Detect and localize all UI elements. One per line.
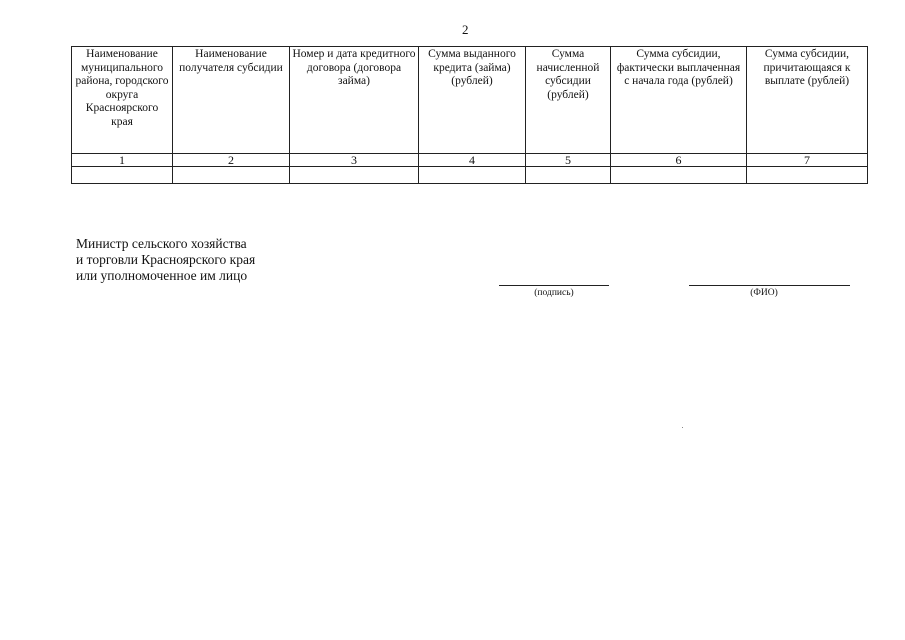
header-contract: Номер и дата кредитного договора (договора займа) bbox=[290, 47, 419, 154]
table-cell bbox=[173, 167, 290, 184]
signatory-line: Министр сельского хозяйства bbox=[76, 236, 247, 251]
table-cell bbox=[72, 167, 173, 184]
column-number: 2 bbox=[173, 154, 290, 167]
header-paid-subsidy: Сумма субсидии, фактически выплаченная с начала года (рублей) bbox=[611, 47, 747, 154]
header-municipality: Наименование муниципального района, городского округа Красноярского края bbox=[72, 47, 173, 154]
name-caption: (ФИО) bbox=[750, 288, 778, 298]
name-line bbox=[689, 285, 850, 286]
table-cell bbox=[290, 167, 419, 184]
column-number: 5 bbox=[526, 154, 611, 167]
header-due-subsidy: Сумма субсидии, причитающаяся к выплате (рублей) bbox=[747, 47, 868, 154]
subsidy-table bbox=[71, 46, 868, 184]
signatory-line: и торговли Красноярского края bbox=[76, 252, 256, 267]
page-number: 2 bbox=[462, 22, 469, 37]
table-row bbox=[72, 167, 868, 184]
table-cell bbox=[611, 167, 747, 184]
table-number-row bbox=[72, 154, 868, 167]
table-cell bbox=[419, 167, 526, 184]
table-cell bbox=[526, 167, 611, 184]
column-number: 6 bbox=[611, 154, 747, 167]
column-number: 1 bbox=[72, 154, 173, 167]
signatory-title bbox=[76, 236, 255, 284]
column-number: 7 bbox=[747, 154, 868, 167]
signatory-line: или уполномоченное им лицо bbox=[76, 268, 248, 283]
table-cell bbox=[747, 167, 868, 184]
header-recipient: Наименование получателя субсидии bbox=[173, 47, 290, 154]
header-accrued-subsidy: Сумма начисленной субсидии (рублей) bbox=[526, 47, 611, 154]
signature-caption: (подпись) bbox=[534, 288, 574, 298]
signature-line bbox=[499, 285, 609, 286]
header-loan-amount: Сумма выданного кредита (займа) (рублей) bbox=[419, 47, 526, 154]
column-number: 3 bbox=[290, 154, 419, 167]
table-header-row bbox=[72, 47, 868, 154]
scan-speck bbox=[682, 427, 683, 428]
column-number: 4 bbox=[419, 154, 526, 167]
